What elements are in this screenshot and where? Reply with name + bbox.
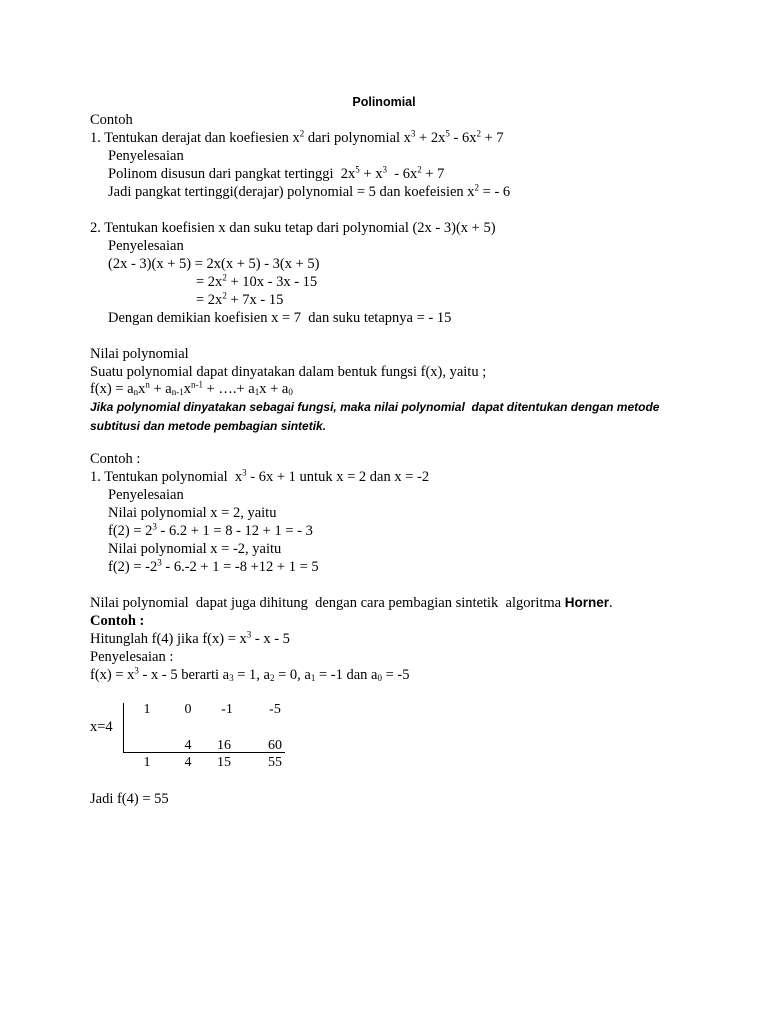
solution-label: Penyelesaian : — [90, 649, 174, 665]
equation-line: = $2x^2 + 7x - 15$ — [196, 290, 284, 308]
table-cell: -5 — [269, 702, 281, 717]
solution-label: Penyelesaian — [108, 238, 184, 254]
table-cell: 0 — [184, 702, 192, 717]
section-heading: Nilai polynomial — [90, 346, 189, 362]
conclusion-line: Dengan demikian koefisien x = 7 dan suku tetapnya = - 15 — [108, 310, 452, 326]
solution-label: Penyelesaian — [108, 148, 184, 164]
x-label: x=4 — [90, 719, 113, 735]
solution-line: Jadi pangkat tertinggi(derajar) polynomial = 5 dan koefeisien $x^2$ = - 6 — [108, 182, 511, 200]
bold-note: Jika polynomial dinyatakan sebagai fungsi, maka nilai polynomial dapat ditentukan dengan metode — [90, 400, 660, 414]
table-cell: 16 — [217, 738, 231, 753]
question-3: 1. Tentukan polynomial $x^3 - 6x + 1$ untuk x = 2 dan x = -2 — [90, 467, 430, 485]
function-formula: $f(x) = a_nx^n + a_{n-1}x^{n-1}$ + ….+ $a_1x + a_0$ — [90, 379, 293, 398]
table-cell: 15 — [217, 755, 231, 770]
paragraph: Nilai polynomial dapat juga dihitung dengan cara pembagian sintetik algoritma Horner. — [90, 595, 613, 611]
table-cell: 55 — [268, 755, 282, 770]
result-line: Jadi f(4) = 55 — [90, 791, 169, 807]
table-divider-vertical — [123, 703, 124, 753]
solution-line: Polinom disusun dari pangkat tertinggi $2x^5 + x^3 - 6x^2 + 7$ — [108, 164, 445, 182]
question-2: 2. Tentukan koefisien x dan suku tetap dari polynomial (2x - 3)(x + 5) — [90, 220, 496, 236]
bold-note: subtitusi dan metode pembagian sintetik. — [90, 419, 327, 433]
equation-line: = $2x^2 + 10x - 3x - 15$ — [196, 272, 318, 290]
question-1: 1. Tentukan derajat dan koefiesien $x^2$ dari polynomial $x^3 + 2x^5 - 6x^2 + 7$ — [90, 128, 504, 146]
equation-line: (2x - 3)(x + 5) = 2x(x + 5) - 3(x + 5) — [108, 256, 320, 272]
table-cell: 1 — [143, 702, 151, 717]
solution-line: Nilai polynomial x = 2, yaitu — [108, 505, 277, 521]
question-4: Hitunglah f(4) jika $f(x) = x^3 - x - 5$ — [90, 629, 290, 647]
solution-line: $f(2) = -2^3 - 6.-2 + 1 = -8 +12 + 1 = 5$ — [108, 557, 319, 575]
page-title: Polinomial — [352, 95, 416, 109]
table-cell: -1 — [221, 702, 233, 717]
solution-label: Penyelesaian — [108, 487, 184, 503]
table-cell: 4 — [184, 755, 192, 770]
solution-line: $f(2) = 2^3 - 6.2 + 1 = 8 - 12 + 1$ = - 3 — [108, 521, 313, 539]
table-cell: 1 — [143, 755, 151, 770]
coefficients-line: $f(x) = x^3 - x - 5$ berarti $a_3 = 1$, $a_2 = 0$, $a_1 = -1$ dan $a_0 = -5$ — [90, 665, 410, 684]
table-cell: 4 — [184, 738, 192, 753]
example-heading: Contoh : — [90, 451, 141, 467]
table-cell: 60 — [268, 738, 282, 753]
solution-line: Nilai polynomial x = -2, yaitu — [108, 541, 282, 557]
example-heading: Contoh — [90, 112, 133, 128]
paragraph: Suatu polynomial dapat dinyatakan dalam bentuk fungsi f(x), yaitu ; — [90, 364, 487, 380]
example-heading: Contoh : — [90, 613, 145, 629]
